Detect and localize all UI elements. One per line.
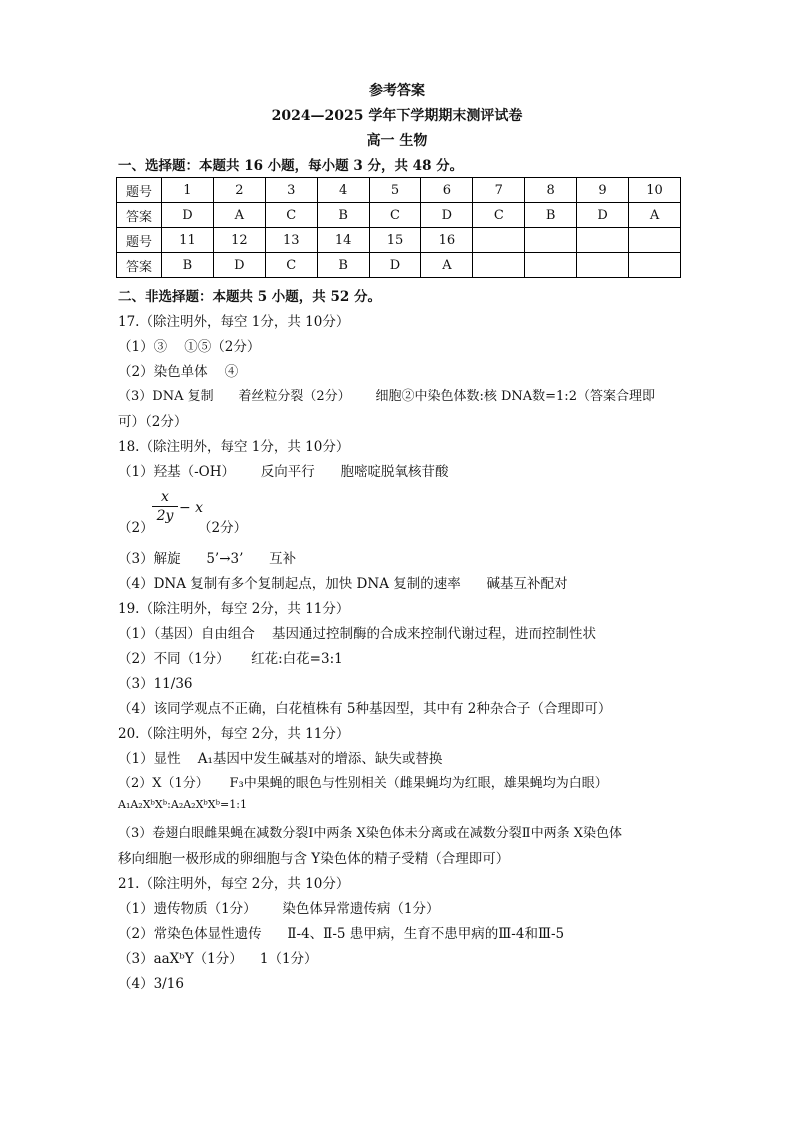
table-cell: 13 — [265, 228, 317, 253]
row-label: 答案 — [117, 253, 162, 278]
table-row — [117, 228, 681, 253]
table-cell: C — [265, 253, 317, 278]
row-label: 题号 — [117, 228, 162, 253]
q18-answer-4: （4）DNA 复制有多个复制起点，加快 DNA 复制的速率 碱基互补配对 — [118, 576, 568, 592]
q20-answer-3: （3）卷翅白眼雌果蝇在减数分裂Ⅰ中两条 X染色体未分离或在减数分裂Ⅱ中两条 X染色体 — [118, 826, 623, 841]
table-cell: 5 — [369, 178, 421, 203]
table-cell: A — [213, 203, 265, 228]
q17-heading: 17.（除注明外，每空 1分，共 10分） — [118, 314, 350, 330]
table-cell: 14 — [317, 228, 369, 253]
table-cell: 8 — [525, 178, 577, 203]
q19-answer-1: （1）（基因）自由组合 基因通过控制酶的合成来控制代谢过程，进而控制性状 — [118, 626, 597, 642]
table-cell: A — [421, 253, 473, 278]
q18-answer-2-suffix: （2分） — [198, 520, 248, 536]
fraction-minus-x: − x — [179, 500, 204, 516]
table-cell — [525, 228, 577, 253]
q18-answer-2-prefix: （2） — [118, 520, 154, 536]
q20-heading: 20.（除注明外，每空 2分，共 11分） — [118, 726, 350, 742]
table-cell: C — [473, 203, 525, 228]
q18-heading: 18.（除注明外，每空 1分，共 10分） — [118, 439, 350, 455]
table-cell: C — [265, 203, 317, 228]
q21-answer-4: （4）3/16 — [118, 976, 184, 992]
table-cell — [577, 253, 629, 278]
table-cell: C — [369, 203, 421, 228]
q17-answer-3-cont: 可）（2分） — [118, 414, 188, 430]
table-cell: D — [577, 203, 629, 228]
q17-answer-1: （1）③ ①⑤（2分） — [118, 339, 261, 355]
table-cell: 12 — [213, 228, 265, 253]
q19-answer-4: （4）该同学观点不正确，白花植株有 5种基因型，其中有 2种杂合子（合理即可） — [118, 701, 612, 717]
q20-answer-1: （1）显性 A₁基因中发生碱基对的增添、缺失或替换 — [118, 751, 443, 767]
row-label: 题号 — [117, 178, 162, 203]
q19-heading: 19.（除注明外，每空 2分，共 11分） — [118, 601, 350, 617]
table-cell: D — [421, 203, 473, 228]
table-cell — [629, 253, 681, 278]
table-cell — [525, 253, 577, 278]
table-cell: 2 — [213, 178, 265, 203]
table-cell: 4 — [317, 178, 369, 203]
table-cell: 1 — [162, 178, 214, 203]
table-cell: 11 — [162, 228, 214, 253]
exam-name: 2024—2025 学年下学期期末测评试卷 — [271, 108, 523, 124]
table-cell: 6 — [421, 178, 473, 203]
table-cell — [577, 228, 629, 253]
table-cell: D — [369, 253, 421, 278]
row-label: 答案 — [117, 203, 162, 228]
q19-answer-2: （2）不同（1分） 红花:白花=3:1 — [118, 651, 343, 667]
table-cell: 9 — [577, 178, 629, 203]
q21-heading: 21.（除注明外，每空 2分，共 10分） — [118, 876, 350, 892]
table-cell — [473, 253, 525, 278]
table-row — [117, 178, 681, 203]
table-cell: B — [525, 203, 577, 228]
table-cell: B — [317, 253, 369, 278]
q18-answer-3: （3）解旋 5’→3’ 互补 — [118, 551, 297, 567]
table-cell: 16 — [421, 228, 473, 253]
page-title: 参考答案 — [369, 83, 425, 99]
q20-answer-3-cont: 移向细胞一极形成的卵细胞与含 Y染色体的精子受精（合理即可） — [118, 851, 510, 867]
q20-answer-2: （2）X（1分） F₃中果蝇的眼色与性别相关（雌果蝇均为红眼，雄果蝇均为白眼） — [118, 776, 608, 791]
q21-answer-2: （2）常染色体显性遗传 Ⅱ-4、Ⅱ-5 患甲病，生育不患甲病的Ⅲ-4和Ⅲ-5 — [118, 926, 565, 942]
fraction-x-over-2y — [152, 489, 178, 525]
table-cell — [473, 228, 525, 253]
table-cell: 15 — [369, 228, 421, 253]
fraction-numerator: x — [152, 489, 178, 507]
table-row — [117, 203, 681, 228]
answer-table — [116, 177, 681, 278]
table-cell: 3 — [265, 178, 317, 203]
table-cell: B — [317, 203, 369, 228]
table-cell: B — [162, 253, 214, 278]
q20-genotype-ratio: A₁A₂XᵇXᵇ:A₂A₂XᵇXᵇ=1:1 — [118, 798, 247, 811]
q17-answer-2: （2）染色单体 ④ — [118, 364, 239, 380]
q21-answer-3: （3）aaXᵇY（1分） 1（1分） — [118, 951, 318, 967]
table-cell: D — [213, 253, 265, 278]
fraction-denominator: 2y — [156, 508, 174, 524]
table-cell: D — [162, 203, 214, 228]
q17-answer-3: （3）DNA 复制 着丝粒分裂（2分） 细胞②中染色体数:核 DNA数=1:2（答案合理即 — [118, 389, 655, 404]
table-row — [117, 253, 681, 278]
section2-heading: 二、非选择题：本题共 5 小题，共 52 分。 — [118, 289, 381, 305]
table-cell: A — [629, 203, 681, 228]
table-cell: 7 — [473, 178, 525, 203]
section1-heading: 一、选择题：本题共 16 小题，每小题 3 分，共 48 分。 — [118, 158, 464, 174]
q19-answer-3: （3）11/36 — [118, 676, 193, 692]
table-cell: 10 — [629, 178, 681, 203]
table-cell — [629, 228, 681, 253]
q21-answer-1: （1）遗传物质（1分） 染色体异常遗传病（1分） — [118, 901, 440, 917]
q18-answer-1: （1）羟基（-OH） 反向平行 胞嘧啶脱氧核苷酸 — [118, 464, 449, 480]
grade-subject: 高一 生物 — [366, 133, 428, 149]
